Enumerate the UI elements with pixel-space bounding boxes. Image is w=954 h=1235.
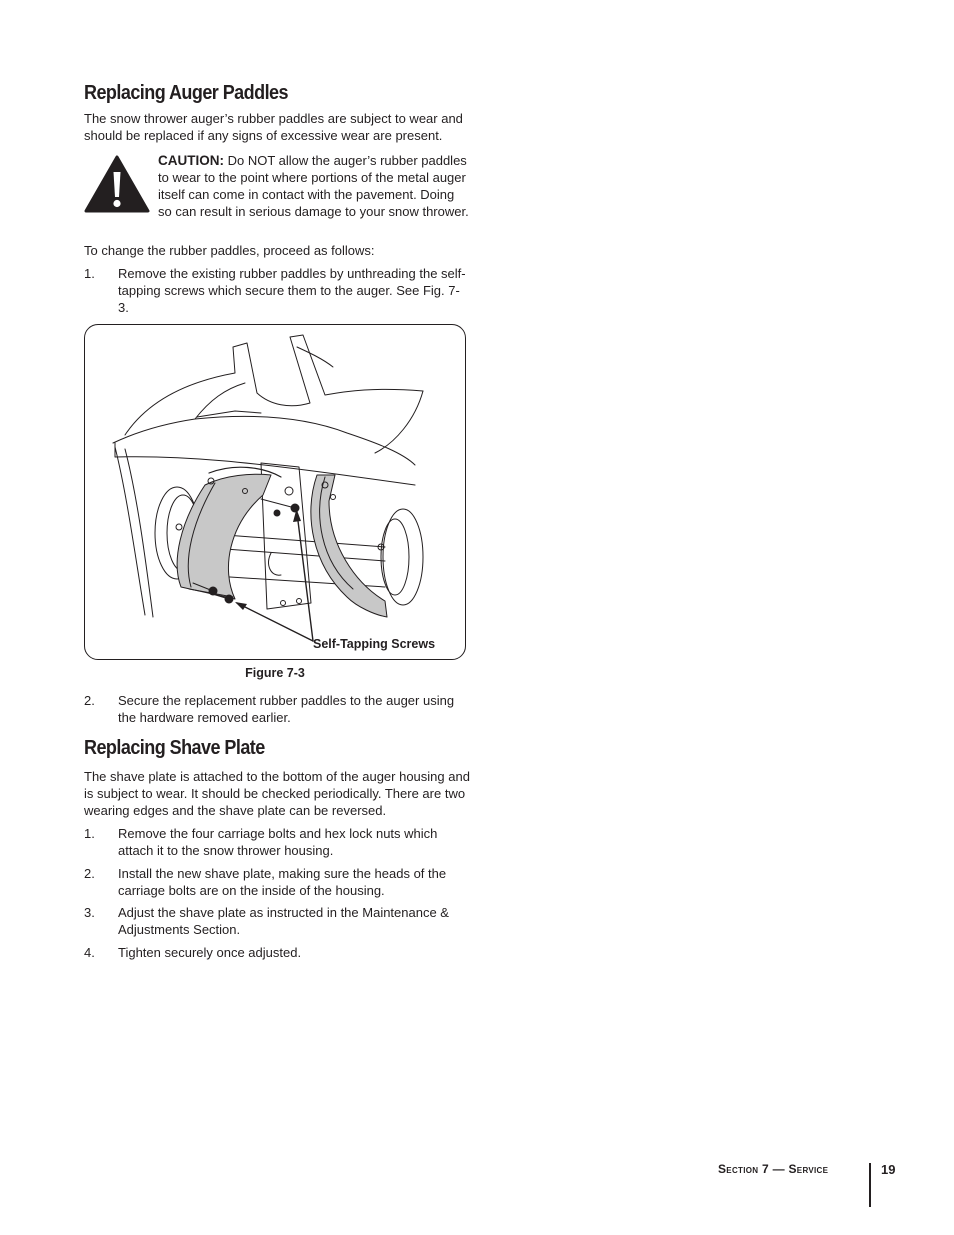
- figure-7-3-illustration: [84, 324, 466, 660]
- list-number: 4.: [84, 945, 95, 960]
- lead-paragraph: To change the rubber paddles, proceed as follows:: [84, 243, 375, 258]
- shave-step-1: [84, 825, 470, 859]
- section-shave-plate: [84, 736, 470, 760]
- list-text: Install the new shave plate, making sure the heads of the carriage bolts are on the inside of the housing.: [118, 866, 447, 898]
- shave-step-2: [84, 865, 470, 899]
- auger-paddle-drawing: [85, 325, 466, 660]
- heading-replacing-shave-plate: Replacing Shave Plate: [84, 737, 265, 759]
- auger-step-1: [84, 265, 470, 316]
- list-text: Remove the four carriage bolts and hex lock nuts which attach it to the snow thrower housing.: [118, 826, 438, 858]
- intro-paragraph: The shave plate is attached to the bottom of the auger housing and is subject to wear. It should be checked periodically. There are two wearing edges and the shave plate can be reversed.: [84, 769, 470, 818]
- caution-message: [158, 152, 470, 220]
- list-item: [84, 865, 470, 899]
- footer-divider: [869, 1163, 871, 1207]
- warning-triangle-icon: [84, 155, 150, 213]
- figure-caption: Figure 7-3: [245, 666, 305, 680]
- list-number: 1.: [84, 266, 95, 281]
- list-number: 3.: [84, 905, 95, 920]
- shave-step-4: [84, 944, 470, 961]
- page-number: 19: [881, 1162, 896, 1177]
- caution-label: CAUTION:: [158, 153, 224, 168]
- procedure-lead: [84, 242, 470, 259]
- list-item: [84, 904, 470, 938]
- list-item: [84, 265, 470, 316]
- auger-paddles-intro: [84, 110, 470, 144]
- footer-section-label: Section 7 — Service: [718, 1162, 829, 1176]
- list-number: 2.: [84, 693, 95, 708]
- callout-self-tapping-screws: Self-Tapping Screws: [313, 637, 436, 651]
- section-auger-paddles: [84, 81, 470, 105]
- list-item: [84, 825, 470, 859]
- list-item: [84, 692, 470, 726]
- shave-step-3: [84, 904, 470, 938]
- intro-paragraph: The snow thrower auger’s rubber paddles are subject to wear and should be replaced if any signs of excessive wear are present.: [84, 111, 463, 143]
- heading-replacing-auger-paddles: Replacing Auger Paddles: [84, 82, 288, 104]
- auger-step-2: [84, 692, 470, 726]
- list-number: 1.: [84, 826, 95, 841]
- list-number: 2.: [84, 866, 95, 881]
- shave-plate-intro: [84, 768, 470, 819]
- caution-body: Do NOT allow the auger’s rubber paddles to wear to the point where portions of the metal auger itself can come in contact with the pavement. Doing so can result in serious damage to your snow thrower.: [158, 153, 469, 219]
- list-text: Adjust the shave plate as instructed in the Maintenance & Adjustments Section.: [118, 905, 449, 937]
- list-item: [84, 944, 470, 961]
- list-text: Secure the replacement rubber paddles to the auger using the hardware removed earlier.: [118, 693, 455, 725]
- list-text: Remove the existing rubber paddles by unthreading the self-tapping screws which secure them to the auger. See Fig. 7-3.: [118, 266, 466, 315]
- list-text: Tighten securely once adjusted.: [118, 945, 302, 960]
